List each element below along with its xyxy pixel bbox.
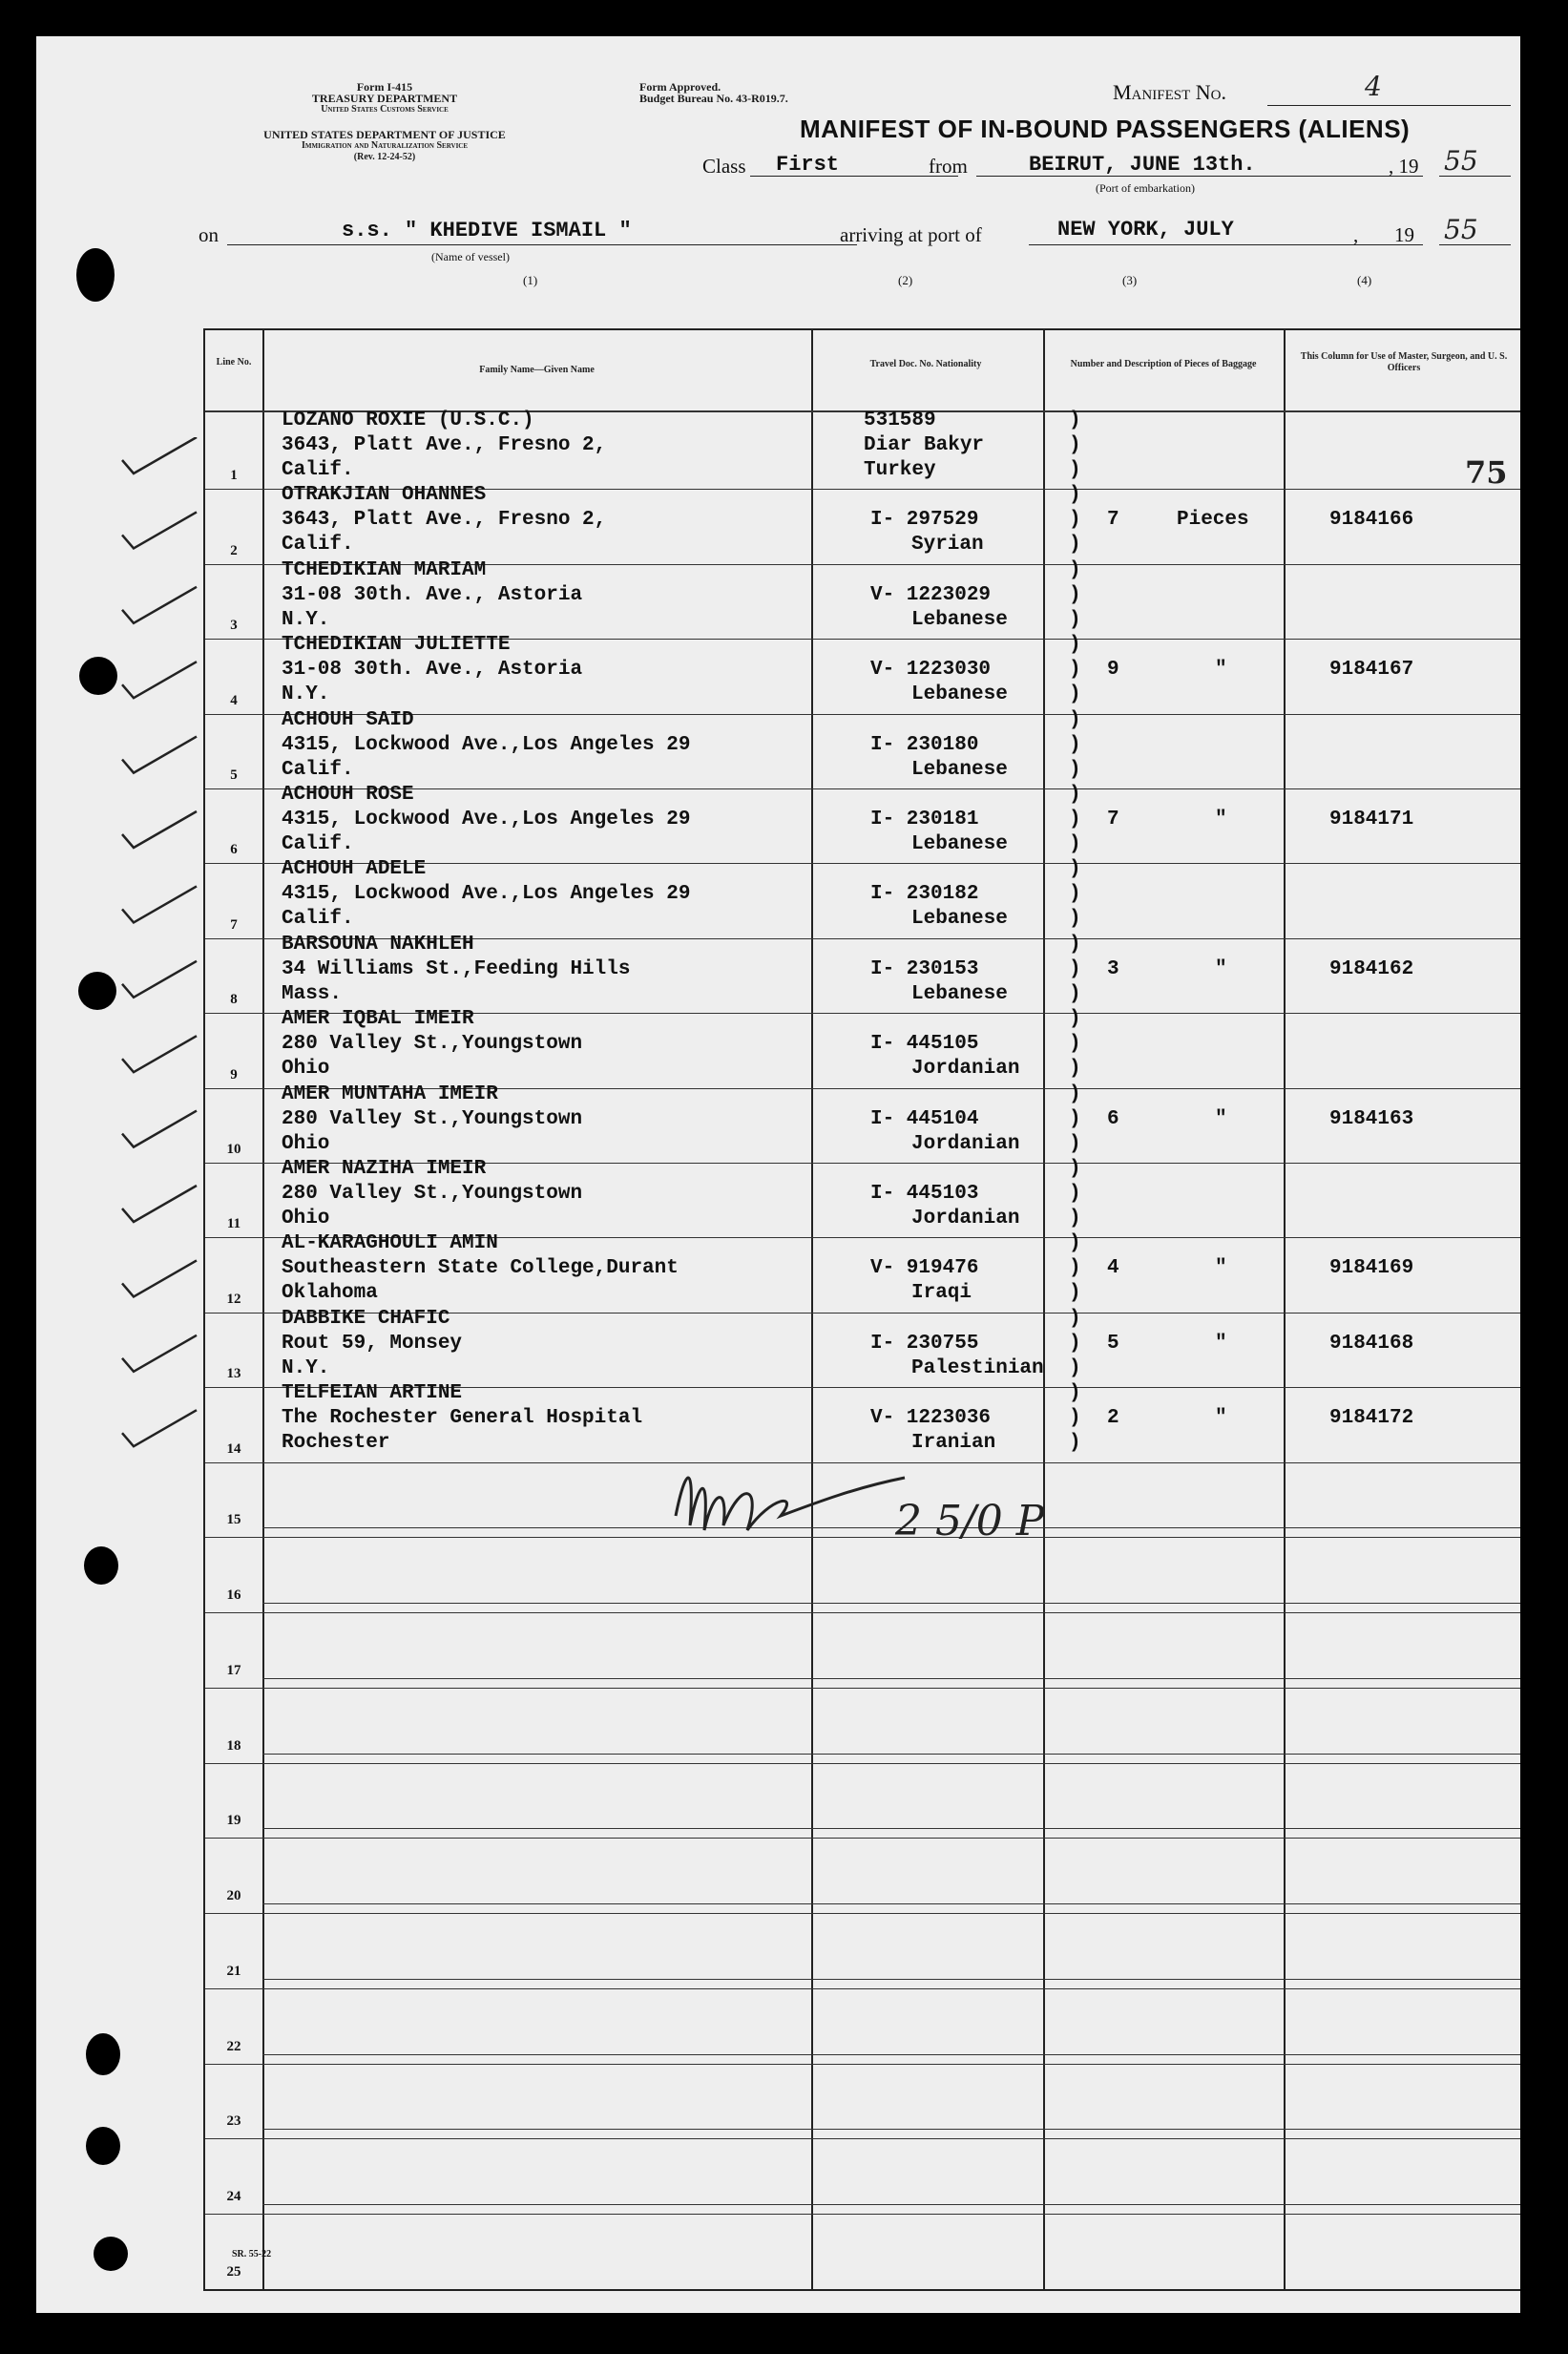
bracket-mark: ) (1069, 509, 1081, 532)
line-number: 25 (226, 2264, 241, 2280)
check-mark (122, 662, 197, 698)
col-number-3: (3) (1122, 273, 1138, 287)
baggage-description: " (1215, 659, 1227, 682)
bracket-mark: ) (1069, 1356, 1081, 1379)
customs-service: United States Customs Service (321, 104, 449, 115)
passenger-name: DABBIKE CHAFIC (282, 1307, 450, 1330)
bracket-mark: ) (1069, 1307, 1081, 1330)
row-subdivider (262, 2204, 1520, 2205)
footer-code: SR. 55-22 (232, 2249, 272, 2259)
baggage-description: " (1215, 957, 1227, 980)
header-doc: Travel Doc. No. Nationality (869, 359, 982, 369)
passenger-address: The Rochester General Hospital (282, 1407, 643, 1430)
bracket-mark: ) (1069, 659, 1081, 682)
bracket-mark: ) (1069, 1058, 1081, 1081)
bracket-mark: ) (1069, 1132, 1081, 1155)
travel-doc-no: 531589 (864, 410, 936, 431)
table-row (205, 1158, 1520, 1237)
travel-doc-no: V- 1223030 (870, 659, 992, 682)
line-number: 3 (230, 618, 238, 634)
passenger-address: Rout 59, Monsey (282, 1332, 463, 1355)
row-divider (205, 1612, 1520, 1613)
passenger-name: ACHOUH ROSE (282, 784, 414, 806)
bracket-mark: ) (1069, 908, 1081, 931)
travel-doc-no: I- 230181 (870, 809, 979, 830)
bracket-mark: ) (1069, 1183, 1081, 1205)
officer-code: 9184162 (1329, 957, 1414, 980)
table-row (205, 708, 1520, 788)
table-row (205, 784, 1520, 863)
passenger-name: TCHEDIKIAN JULIETTE (282, 634, 511, 657)
nationality: Turkey (864, 459, 936, 481)
passenger-address-2: Rochester (282, 1432, 390, 1455)
passenger-name: LOZANO ROXIE (U.S.C.) (282, 410, 534, 431)
punch-hole (94, 2237, 128, 2271)
bracket-mark: ) (1069, 708, 1081, 731)
line-number: 22 (226, 2038, 241, 2054)
bracket-mark: ) (1069, 833, 1081, 855)
bracket-mark: ) (1069, 1158, 1081, 1180)
passenger-address: 4315, Lockwood Ave.,Los Angeles 29 (282, 809, 691, 830)
line-number: 9 (230, 1066, 238, 1082)
check-mark (122, 512, 197, 548)
arrival-year-value: 55 (1444, 214, 1478, 245)
passenger-address: Southeastern State College,Durant (282, 1257, 679, 1280)
bracket-mark: ) (1069, 634, 1081, 657)
row-divider (205, 2214, 1520, 2215)
class-value: First (776, 153, 840, 177)
officer-code: 9184167 (1329, 659, 1414, 682)
line-number: 20 (226, 1888, 241, 1904)
officer-code: 9184163 (1329, 1107, 1414, 1130)
passenger-address: 31-08 30th. Ave., Astoria (282, 583, 583, 606)
row-subdivider (262, 2129, 1520, 2130)
line-number: 10 (226, 1141, 241, 1157)
punch-hole (86, 2033, 120, 2075)
nationality: Lebanese (911, 608, 1008, 631)
table-row (205, 1008, 1520, 1087)
manifest-title: MANIFEST OF IN-BOUND PASSENGERS (ALIENS) (800, 115, 1411, 143)
baggage-count: 3 (1107, 957, 1119, 980)
ins-service: Immigration and Naturalization Service (301, 140, 469, 151)
arriving-label: arriving at port of (840, 223, 982, 246)
table-row (205, 1082, 1520, 1163)
bracket-mark: ) (1069, 1282, 1081, 1305)
line-number: 4 (230, 692, 238, 708)
table-row (205, 858, 1520, 937)
line-number: 18 (226, 1737, 241, 1754)
check-mark (122, 961, 197, 998)
port-caption: (Port of embarkation) (1096, 181, 1195, 195)
row-divider (205, 1988, 1520, 1989)
line-number: 24 (226, 2189, 241, 2205)
form-number: Form I-415 (356, 80, 413, 94)
table-row (205, 1232, 1520, 1312)
officer-code: 9184166 (1329, 509, 1414, 532)
check-marks (113, 437, 208, 1468)
table-row (205, 634, 1520, 713)
baggage-description: " (1215, 809, 1227, 830)
passenger-address-2: Mass. (282, 982, 343, 1005)
row-divider (205, 1688, 1520, 1689)
check-mark (122, 1260, 197, 1296)
col-number-1: (1) (523, 273, 538, 287)
bracket-mark: ) (1069, 1082, 1081, 1105)
punch-hole (78, 972, 116, 1010)
baggage-count: 7 (1107, 509, 1119, 532)
nationality: Jordanian (911, 1058, 1020, 1081)
bracket-mark: ) (1069, 858, 1081, 881)
travel-doc-no: I- 445105 (870, 1033, 979, 1056)
bracket-mark: ) (1069, 434, 1081, 456)
punch-hole (79, 657, 117, 695)
baggage-description: " (1215, 1107, 1227, 1130)
passenger-address-2: Ohio (282, 1132, 330, 1155)
bracket-mark: ) (1069, 484, 1081, 507)
row-subdivider (262, 1979, 1520, 1980)
check-mark (122, 1335, 197, 1372)
bracket-mark: ) (1069, 1107, 1081, 1130)
passenger-name: BARSOUNA NAKHLEH (282, 933, 474, 956)
table-row (205, 1307, 1520, 1387)
nationality: Lebanese (911, 683, 1008, 706)
year-value: 55 (1444, 145, 1478, 177)
row-subdivider (262, 1603, 1520, 1604)
travel-doc-no: I- 445104 (870, 1107, 979, 1130)
passenger-address-2: Calif. (282, 534, 354, 557)
line-number: 7 (230, 916, 238, 933)
passenger-address: 280 Valley St.,Youngstown (282, 1107, 583, 1130)
line-number: 13 (226, 1366, 241, 1382)
table-row (205, 933, 1520, 1013)
line-number: 17 (226, 1662, 241, 1678)
bracket-mark: ) (1069, 583, 1081, 606)
on-label: on (199, 223, 219, 246)
bracket-mark: ) (1069, 1332, 1081, 1355)
line-number: 11 (226, 1216, 241, 1232)
line-number: 1 (230, 468, 238, 484)
bracket-mark: ) (1069, 1407, 1081, 1430)
line-number: 12 (226, 1291, 241, 1307)
check-mark (122, 737, 197, 773)
nationality-place: Diar Bakyr (864, 434, 985, 456)
travel-doc-no: I- 297529 (870, 509, 979, 532)
budget-bureau: Budget Bureau No. 43-R019.7. (639, 92, 788, 105)
check-mark (122, 811, 197, 848)
baggage-count: 7 (1107, 809, 1119, 830)
nationality: Palestinian (911, 1356, 1044, 1379)
passenger-address: 34 Williams St.,Feeding Hills (282, 957, 631, 980)
bracket-mark: ) (1069, 608, 1081, 631)
check-mark (122, 1111, 197, 1147)
class-label: Class (702, 155, 746, 178)
bracket-mark: ) (1069, 1382, 1081, 1405)
justice-dept: UNITED STATES DEPARTMENT OF JUSTICE (263, 128, 506, 141)
passenger-name: AMER IQBAL IMEIR (282, 1008, 474, 1031)
bracket-mark: ) (1069, 534, 1081, 557)
treasury-dept: TREASURY DEPARTMENT (311, 92, 458, 105)
row-divider (205, 1913, 1520, 1914)
bracket-mark: ) (1069, 1208, 1081, 1230)
line-number: 5 (230, 767, 238, 783)
col-number-2: (2) (898, 273, 913, 287)
line-number: 23 (226, 2113, 241, 2130)
travel-doc-no: I- 230182 (870, 883, 979, 906)
travel-doc-no: V- 1223029 (870, 583, 992, 606)
nationality: Iranian (911, 1432, 996, 1455)
line-number: 14 (226, 1440, 241, 1457)
passenger-table (203, 328, 1520, 2291)
line-number: 19 (226, 1813, 241, 1829)
revision: (Rev. 12-24-52) (353, 152, 416, 162)
officer-code: 9184168 (1329, 1332, 1414, 1355)
nationality: Lebanese (911, 908, 1008, 931)
line-number: 21 (226, 1963, 241, 1979)
baggage-description: " (1215, 1407, 1227, 1430)
row-subdivider (262, 1828, 1520, 1829)
passenger-name: ACHOUH SAID (282, 708, 414, 731)
punch-hole (84, 1546, 118, 1585)
row-divider (205, 1763, 1520, 1764)
bracket-mark: ) (1069, 883, 1081, 906)
line-number: 15 (226, 1512, 241, 1528)
handwritten-signature (657, 1449, 924, 1564)
bracket-mark: ) (1069, 1432, 1081, 1455)
travel-doc-no: V- 1223036 (870, 1407, 992, 1430)
header-line-no: Line No. (216, 357, 252, 368)
table-row (205, 558, 1520, 639)
baggage-description: " (1215, 1332, 1227, 1355)
bracket-mark: ) (1069, 1232, 1081, 1255)
handwritten-fraction: 2 5/0 P (895, 1497, 1045, 1545)
bracket-mark: ) (1069, 933, 1081, 956)
check-mark (122, 437, 197, 473)
travel-doc-no: I- 230180 (870, 733, 979, 756)
nationality: Iraqi (911, 1282, 972, 1305)
punch-hole (76, 248, 115, 302)
row-subdivider (262, 1903, 1520, 1904)
nationality: Jordanian (911, 1208, 1020, 1230)
officer-code: 9184172 (1329, 1407, 1414, 1430)
bracket-mark: ) (1069, 459, 1081, 481)
passenger-address: 4315, Lockwood Ave.,Los Angeles 29 (282, 733, 691, 756)
table-row (205, 410, 1520, 489)
passenger-address-2: N.Y. (282, 608, 330, 631)
line-number: 8 (230, 992, 238, 1008)
passenger-address: 280 Valley St.,Youngstown (282, 1033, 583, 1056)
passenger-name: TELFEIAN ARTINE (282, 1382, 463, 1405)
manifest-no-label: Manifest No. (1113, 80, 1226, 104)
passenger-name: TCHEDIKIAN MARIAM (282, 558, 487, 581)
row-subdivider (262, 2054, 1520, 2055)
travel-doc-no: I- 230755 (870, 1332, 979, 1355)
passenger-address-2: Calif. (282, 459, 354, 481)
bracket-mark: ) (1069, 957, 1081, 980)
header-name: Family Name—Given Name (479, 365, 595, 375)
line-number: 16 (226, 1587, 241, 1604)
bracket-mark: ) (1069, 733, 1081, 756)
check-mark (122, 587, 197, 623)
bracket-mark: ) (1069, 809, 1081, 830)
officer-code: 9184171 (1329, 809, 1414, 830)
passenger-address: 31-08 30th. Ave., Astoria (282, 659, 583, 682)
bracket-mark: ) (1069, 1033, 1081, 1056)
punch-hole (86, 2127, 120, 2165)
travel-doc-no: I- 230153 (870, 957, 979, 980)
vessel-name: s.s. " KHEDIVE ISMAIL " (342, 219, 632, 242)
row-divider (205, 2138, 1520, 2139)
line-number: 2 (230, 542, 238, 558)
bracket-mark: ) (1069, 758, 1081, 781)
bracket-mark: ) (1069, 982, 1081, 1005)
baggage-description: " (1215, 1257, 1227, 1280)
baggage-count: 6 (1107, 1107, 1119, 1130)
nationality: Jordanian (911, 1132, 1020, 1155)
from-label: from (929, 155, 968, 178)
vessel-caption: (Name of vessel) (431, 250, 510, 263)
baggage-count: 4 (1107, 1257, 1119, 1280)
check-mark (122, 1410, 197, 1446)
arrival-sep: , (1353, 223, 1359, 246)
margin-note: 75 (1465, 454, 1508, 491)
passenger-address-2: Calif. (282, 758, 354, 781)
col-number-4: (4) (1357, 273, 1372, 287)
row-subdivider (262, 1678, 1520, 1679)
from-value: BEIRUT, JUNE 13th. (1029, 153, 1256, 177)
bracket-mark: ) (1069, 683, 1081, 706)
passenger-address: 3643, Platt Ave., Fresno 2, (282, 509, 607, 532)
check-mark (122, 1186, 197, 1222)
row-divider (205, 2064, 1520, 2065)
passenger-address: 280 Valley St.,Youngstown (282, 1183, 583, 1205)
manifest-no-value: 4 (1365, 71, 1382, 102)
passenger-address-2: Calif. (282, 833, 354, 855)
arrival-port: NEW YORK, JULY (1057, 218, 1234, 242)
bracket-mark: ) (1069, 1008, 1081, 1031)
check-mark (122, 1036, 197, 1072)
header-baggage: Number and Description of Pieces of Baggage (1070, 359, 1257, 369)
check-mark (122, 886, 197, 922)
passenger-name: AL-KARAGHOULI AMIN (282, 1232, 498, 1255)
passenger-address-2: Ohio (282, 1208, 330, 1230)
nationality: Lebanese (911, 833, 1008, 855)
passenger-address-2: Calif. (282, 908, 354, 931)
passenger-address-2: N.Y. (282, 1356, 330, 1379)
nationality: Lebanese (911, 758, 1008, 781)
baggage-description: Pieces (1177, 509, 1249, 532)
baggage-count: 5 (1107, 1332, 1119, 1355)
nationality: Syrian (911, 534, 984, 557)
passenger-address: 3643, Platt Ave., Fresno 2, (282, 434, 607, 456)
passenger-address: 4315, Lockwood Ave.,Los Angeles 29 (282, 883, 691, 906)
nationality: Lebanese (911, 982, 1008, 1005)
passenger-address-2: Ohio (282, 1058, 330, 1081)
row-subdivider (262, 1754, 1520, 1755)
travel-doc-no: V- 919476 (870, 1257, 979, 1280)
header-officers: This Column for Use of Master, Surgeon, and U. S. Officers (1300, 351, 1508, 373)
passenger-name: AMER MUNTAHA IMEIR (282, 1082, 498, 1105)
passenger-address-2: Oklahoma (282, 1282, 378, 1305)
arrival-year-prefix: 19 (1394, 223, 1414, 246)
officer-code: 9184169 (1329, 1257, 1414, 1280)
table-row (205, 484, 1520, 563)
passenger-address-2: N.Y. (282, 683, 330, 706)
passenger-name: OTRAKJIAN OHANNES (282, 484, 487, 507)
bracket-mark: ) (1069, 558, 1081, 581)
bracket-mark: ) (1069, 410, 1081, 431)
passenger-name: AMER NAZIHA IMEIR (282, 1158, 487, 1180)
row-divider (205, 1838, 1520, 1839)
manifest-sheet (36, 36, 1520, 2313)
baggage-count: 9 (1107, 659, 1119, 682)
form-approved: Form Approved. (639, 80, 721, 94)
passenger-name: ACHOUH ADELE (282, 858, 427, 881)
travel-doc-no: I- 445103 (870, 1183, 979, 1205)
year-prefix: , 19 (1389, 155, 1419, 178)
line-number: 6 (230, 842, 238, 858)
bracket-mark: ) (1069, 784, 1081, 806)
baggage-count: 2 (1107, 1407, 1119, 1430)
bracket-mark: ) (1069, 1257, 1081, 1280)
